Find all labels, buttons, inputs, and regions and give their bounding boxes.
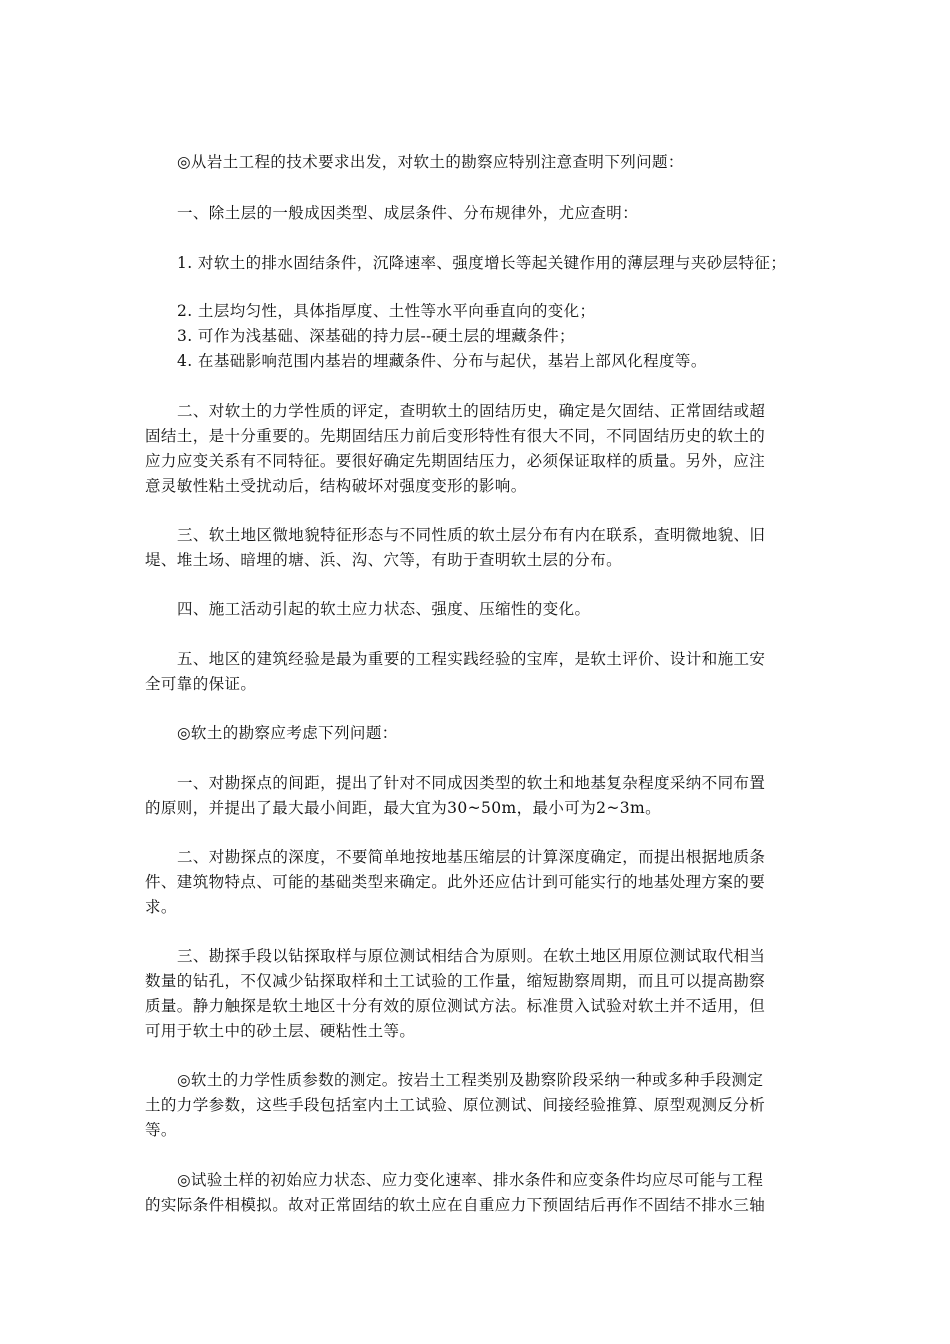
text-line: 质量。静力触探是软土地区十分有效的原位测试方法。标准贯入试验对软土并不适用，但: [145, 997, 766, 1015]
text-line: 固结土，是十分重要的。先期固结压力前后变形特性有很大不同，不同固结历史的软土的: [145, 427, 766, 445]
text-line: ◎软土的力学性质参数的测定。按岩土工程类别及勘察阶段采纳一种或多种手段测定: [177, 1071, 764, 1089]
text-line: 可用于软土中的砂土层、硬粘性土等。: [145, 1022, 416, 1040]
text-line: 全可靠的保证。: [145, 675, 257, 693]
text-line: 四、施工活动引起的软土应力状态、强度、压缩性的变化。: [177, 600, 591, 618]
text-line: 3. 可作为浅基础、深基础的持力层--硬土层的埋藏条件；: [177, 327, 575, 345]
text-line: 的原则，并提出了最大最小间距，最大宜为30~50m，最小可为2~3m。: [145, 799, 662, 817]
text-line: 的实际条件相模拟。故对正常固结的软土应在自重应力下预固结后再作不固结不排水三轴: [145, 1196, 766, 1214]
text-line: 数量的钻孔，不仅减少钻探取样和土工试验的工作量，缩短勘察周期，而且可以提高勘察: [145, 972, 766, 990]
text-line: 三、软土地区微地貌特征形态与不同性质的软土层分布有内在联系，查明微地貌、旧: [177, 526, 766, 544]
text-line: 三、勘探手段以钻探取样与原位测试相结合为原则。在软土地区用原位测试取代相当: [177, 947, 766, 965]
text-line: 意灵敏性粘土受扰动后，结构破坏对强度变形的影响。: [145, 477, 527, 495]
text-line: 二、对软土的力学性质的评定，查明软土的固结历史，确定是欠固结、正常固结或超: [177, 402, 766, 420]
text-line: ◎试验土样的初始应力状态、应力变化速率、排水条件和应变条件均应尽可能与工程: [177, 1171, 764, 1189]
text-line: 五、地区的建筑经验是最为重要的工程实践经验的宝库，是软土评价、设计和施工安: [177, 650, 766, 668]
text-line: 4. 在基础影响范围内基岩的埋藏条件、分布与起伏，基岩上部风化程度等。: [177, 352, 707, 370]
text-line: ◎从岩土工程的技术要求出发，对软土的勘察应特别注意查明下列问题：: [177, 153, 684, 171]
text-line: ◎软土的勘察应考虑下列问题：: [177, 724, 398, 742]
text-line: 应力应变关系有不同特征。要很好确定先期固结压力，必须保证取样的质量。另外，应注: [145, 452, 766, 470]
text-line: 等。: [145, 1121, 177, 1139]
text-line: 2. 土层均匀性，具体指厚度、土性等水平向垂直向的变化；: [177, 302, 596, 320]
text-line: 求。: [145, 898, 177, 916]
text-line: 件、建筑物特点、可能的基础类型来确定。此外还应估计到可能实行的地基处理方案的要: [145, 873, 766, 891]
text-line: 1. 对软土的排水固结条件，沉降速率、强度增长等起关键作用的薄层理与夹砂层特征；: [177, 254, 787, 272]
text-line: 堤、堆土场、暗埋的塘、浜、沟、穴等，有助于查明软土层的分布。: [145, 551, 623, 569]
text-line: 一、除土层的一般成因类型、成层条件、分布规律外，尤应查明：: [177, 204, 639, 222]
text-line: 土的力学参数，这些手段包括室内土工试验、原位测试、间接经验推算、原型观测反分析: [145, 1096, 766, 1114]
text-line: 二、对勘探点的深度，不要简单地按地基压缩层的计算深度确定，而提出根据地质条: [177, 848, 766, 866]
text-line: 一、对勘探点的间距，提出了针对不同成因类型的软土和地基复杂程度采纳不同布置: [177, 774, 766, 792]
